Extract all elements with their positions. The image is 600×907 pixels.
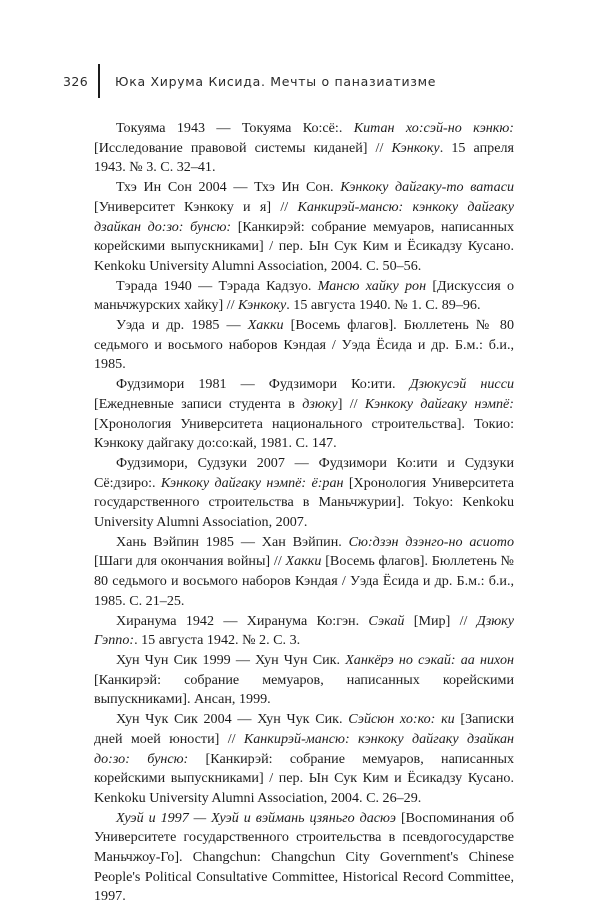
entry-title-italic: Канкирэй-мансю: кэнкоку дайгаку дзайкан до:зо: бунсю: [94,198,515,235]
entry-text: Токуяма 1943 — Токуяма Ко:сё:. [116,120,354,136]
entry-text: [Университет Кэнкоку и я] // [94,198,298,215]
entry-text: Тхэ Ин Сон 2004 — Тхэ Ин Сон. [116,179,341,196]
bibliography-entry [94,612,514,651]
entry-text: . 15 августа 1942. № 2. С. 3. [134,632,301,649]
entry-title-italic: Дзюку Гэппо: [94,612,514,649]
bibliography-entry [94,533,514,612]
bibliography-entry [94,710,514,809]
entry-text: . 15 апреля 1943. № 3. С. 32–41. [94,139,514,176]
entry-text: ] // [337,395,365,412]
entry-text: [Воспоминания об Университете государственного строительства в псевдогосударстве Маньчжоу-Го]. Changchun: Changchun City Government's Chinese People's Political Consultative Committee, Historical Record Committee, 1997. [94,809,514,905]
entry-text: [Ежедневные записи студента в [94,395,303,412]
running-header [0,64,600,98]
entry-title-italic: Ханкёрэ но сэкай: аа нихон [345,651,514,668]
bibliography-entry [94,316,514,375]
entry-text: [Мир] // [404,612,477,629]
entry-text: [Канкирэй: собрание мемуаров, написанных корейскими выпускниками] / пер. Ын Сук Ким и Ёсикадзу Кусано. Kenkoku University Alumni Association, 2004. С. 50–56. [94,218,515,274]
entry-title-italic: Кэнкоку дайгаку-то ватаси [340,179,515,196]
entry-title-italic: Хакки [247,317,284,334]
entry-text: Хун Чун Сик 1999 — Хун Чун Сик. [116,651,346,668]
entry-text: [Канкирэй: собрание мемуаров, написанных корейскими выпускниками]. Ансан, 1999. [94,671,514,708]
entry-title-italic: Кэнкоку дайгаку нэмпё: [364,395,514,412]
entry-title-italic: Сэкай [368,612,405,629]
bibliography-entry [94,277,514,316]
entry-text: [Записки дней моей юности] // [94,711,514,747]
entry-text: Хун Чук Сик 2004 — Хун Чук Сик. [116,711,349,728]
entry-title-italic: Сю:дзэн дзэнго-но асиото [348,533,514,550]
page-number: 326 [63,74,89,89]
entry-text: [Исследование правовой системы киданей] // [94,139,392,156]
entry-text: Уэда и др. 1985 — [116,317,248,334]
entry-text: [Канкирэй: собрание мемуаров, написанных корейскими выпускниками] / пер. Ын Сук Ким и Ёсикадзу Кусано. Kenkoku University Alumni Association, 2004. С. 26–29. [94,750,515,806]
bibliography-entry [94,375,514,454]
entry-title-italic: Кэнкоку [391,139,440,156]
running-title: Юка Хирума Кисида. Мечты о паназиатизме [115,74,437,89]
entry-text: [Хронология Университета национального строительства]. Токио: Кэнкоку дайгаку до:со:кай, 1981. С. 147. [94,415,514,452]
entry-text: [Шаги для окончания войны] // [94,553,286,570]
entry-title-italic: Дзюкусэй нисси [409,376,514,393]
entry-title-italic: Кэнкоку дайгаку нэмпё: ё:ран [160,474,344,491]
entry-title-italic: Мансю хайку рон [317,277,427,294]
entry-text: Хиранума 1942 — Хиранума Ко:гэн. [116,612,369,629]
entry-title-italic: Сэйсюн хо:ко: ки [348,711,455,728]
bibliography-entry [94,651,514,710]
entry-title-italic: Канкирэй-мансю: кэнкоку дайгаку дзайкан до:зо: бунсю: [94,730,514,767]
entry-title-italic: Кэнкоку [238,297,287,314]
bibliography-list [94,119,514,907]
bibliography-entry [94,454,514,533]
header-divider [98,64,100,98]
entry-text: [Восемь флагов]. Бюллетень № 80 седьмого и восьмого наборов Кэндая / Уэда Ёсида и др. Б.м.: б.и., 1985. С. 21–25. [94,553,514,609]
entry-text: Фудзимори 1981 — Фудзимори Ко:ити. [116,376,410,393]
entry-text: Фудзимори, Судзуки 2007 — Фудзимори Ко:ити и Судзуки Сё:дзиро:. [94,454,514,491]
entry-title-italic: Хуэй и 1997 — Хуэй и вэймань цзяньго дасюэ [116,809,397,826]
entry-text: [Хронология Университета государственного строительства в Маньчжурии]. Tokyo: Kenkoku University Alumni Association, 2007. [94,474,514,531]
bibliography-entry [94,178,514,277]
entry-text: [Дискуссия о маньчжурских хайку] // [94,277,514,314]
bibliography-entry [94,119,514,178]
entry-title-italic: Хакки [285,553,322,570]
entry-text: [Восемь флагов]. Бюллетень № 80 седьмого и восьмого наборов Кэндая / Уэда Ёсида и др. Б.м.: б.и., 1985. [94,317,515,373]
entry-text: . 15 августа 1940. № 1. С. 89–96. [286,297,481,314]
entry-title-italic: Китан хо:сэй-но кэнкю: [353,120,514,136]
entry-text: Тэрада 1940 — Тэрада Кадзуо. [116,277,318,294]
bibliography-entry [94,809,514,907]
entry-text: Хань Вэйпин 1985 — Хан Вэйпин. [116,533,349,550]
entry-title-italic: дзюку [302,395,338,412]
